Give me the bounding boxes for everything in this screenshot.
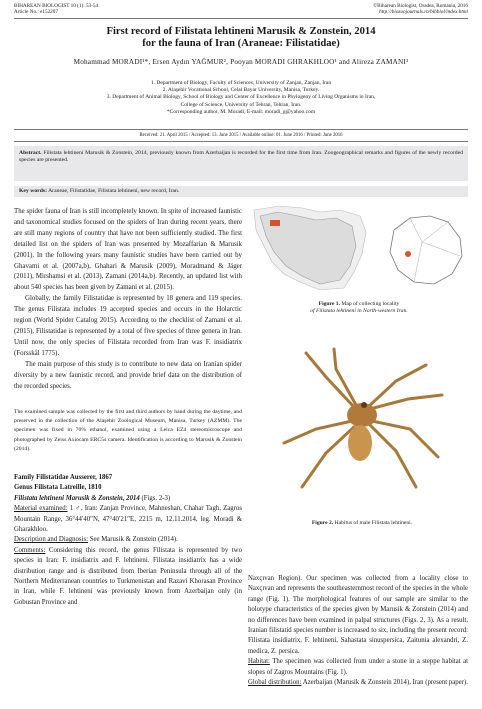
material-text: 1 ♂, Iran: Zanjan Province, Mahneshan, Chahar Tagh, Zagros Mountain Range, 36°44′40″N, 47°40′21″E, 2215 m, 12.11.2014, leg. Moradi & Gharakhloo. [14,505,242,534]
affiliation-1: 1. Department of Biology, Faculty of Sciences, University of Zanjan, Zanjan, Iran [150,80,332,86]
dates-rule-bottom [14,141,468,142]
abstract-label: Abstract. [19,150,42,156]
affiliation-2: 2. Alaşehir Vocational School, Celal Bayar University, Manisa, Turkey. [162,87,320,94]
figure-2-caption [276,520,448,527]
author-list: Mohammad MORADI¹*, Ersen Aydın YAĞMUR², Pooyan MORADI GHRAKHLOO¹ and Alireza ZAMANI³ [73,58,409,66]
affiliations [40,80,442,116]
family-heading: Family Filistatidae Ausserer, 1867 [14,474,113,481]
dates-rule-top [14,129,468,130]
taxonomy-section [14,473,242,608]
global-distribution-text: Azerbaijan (Marusik & Zonstein 2014), Iran (present paper). [301,679,468,687]
abstract [19,150,463,164]
figure-1-caption-line2: of Filistata lehtineni in North-western Iran. [310,308,408,314]
journal-citation: BIHAREAN BIOLOGIST 10 (1): 53-54 [14,3,99,9]
figure-2-label: Figure 2. [311,520,334,526]
figure-2-caption-text: Habitus of male Filistata lehtineni. [333,520,413,526]
spider-abdomen [348,425,372,461]
habitat-label: Habitat: [248,658,270,666]
intro-paragraph-2: Globally, the family Filistatidae is represented by 18 genera and 119 species. The genus Filistata includes 19 accepted species and occurs in the Holarctic region (World Spider Catalog 2015). According to the checklist of Zamani et al. (2015), Filistatidae is represented by a total of five species of three genera in Iran. Until now, the only species of Filistata recorded from Iran was F. insidiatrix (Forsskål 1775). [14,295,242,357]
iran-map-graphic [250,202,468,294]
keywords-label: Key words: [19,188,47,194]
title-line-2: for the fauna of Iran (Araneae: Filistatidae) [142,38,340,50]
spider-photo [276,347,448,509]
zanjan-marker [270,220,280,226]
paper-title [0,26,482,51]
methods-paragraph: The examined sample was collected by the first and third authors by hand during the daytime, and preserved in the collection of the Alaşehir Zoological Museum, Manisa, Turkey (AZMM). The specimen was fixed in 70% ethanol, examined using a Leica EZ4 stereomicroscope and photographed by Zeiss Axiocam ERC5s camera. Identification is according to Marusik & Zonstein (2014). [14,409,242,452]
habitat-text: The specimen was collected from under a stone in a steppe habitat at slopes of Zagros Mountains (Fig. 1). [248,658,468,676]
corresponding-author: *Corresponding author, M. Moradi, E-mail: moradi_g@yahoo.com [166,108,316,115]
species-figs: (Figs. 2-3) [139,494,171,502]
publication-dates: Received: 21. April 2015 / Accepted: 13. June 2015 / Available online: 01. June 2016 / Printed: June 2016 [139,133,343,138]
collecting-locality-dot [405,251,411,257]
copyright-line: ©Biharean Biologist, Oradea, Romania, 2016 [373,3,468,9]
keywords-box [14,186,468,197]
material-label: Material examined: [14,505,68,513]
intro-paragraph-3: The main purpose of this study is to contribute to new data on Iranian spider diversity by a new faunistic record, and provide brief data on the distribution of the recorded species. [14,360,242,390]
figure-1-caption-text: Map of collecting locality [340,301,400,307]
journal-header-left [14,3,98,16]
header-rule [14,18,468,19]
description-text: See Marusik & Zonstein (2014). [88,536,178,544]
article-number: Article No.: e152207 [14,9,58,16]
keywords-text: Araneae, Filistatidae, Filistata lehtineni, new record, Iran. [48,188,180,194]
title-line-1: First record of Filistata lehtineni Marusik & Zonstein, 2014 [106,26,376,37]
affiliation-3: 3. Department of Animal Biology, School of Biology and Center of Excellence in Phylogeny of Living Organisms in Iran, [106,94,376,101]
journal-header-right [373,3,468,16]
figure-1-label: Figure 1. [318,301,340,307]
right-column-text [248,574,468,688]
introduction [14,207,242,392]
description-label: Description and Diagnosis: [14,536,88,544]
journal-url[interactable]: http://biozoojournals.ro/bihbiol/index.html [379,9,468,16]
abstract-text: Filistata lehtineni Marusik & Zonstein, 2014, previously known from Azerbaijan is recorded for the first time from Iran. Zoogeographical remarks and figures of the newly recorded species are presented. [19,150,464,164]
zanjan-province-shape [390,216,462,284]
global-distribution-label: Global distribution: [248,679,302,687]
genus-heading: Genus Filistata Latreille, 1810 [14,484,102,492]
affiliation-3b: College of Science, University of Tehran, Tehran, Iran. [180,101,302,108]
keywords [19,188,179,194]
figure-2-habitus [276,347,448,527]
intro-paragraph-1: The spider fauna of Iran is still incompletely known. In spite of increased faunistic and taxonomical studies focused on the spiders of Iran during recent years, there are still many regions of country that have not been sufficiently studied. The first detailed list on the spiders of Iran was presented by Mozaffarian & Marusik (2001). In the following years many faunistic studies have been carried out by Ghavami et al. (2007a,b), Ghahari & Marusik (2009), Moradmand & Jäger (2011), Mirshamsi et al. (2013), Zamani (2014a,b). Recently, an updated list with about 540 species has been given by Zamani et al. (2015). [14,208,242,292]
figure-1-caption [250,301,468,315]
species-heading: Filistata lehtineni Marusik & Zonstein, 2014 [14,494,140,502]
spider-eyes [361,402,367,408]
comments-label: Comments: [14,546,46,554]
figure-1-map [250,202,468,315]
comments-text: Considering this record, the genus Filistata is represented by two species in Iran: F. insidiatrix and F. lehtineni. Filistata insidiatrix has a wide distribution range and is distributed from Iberian Peninsula through all of the Northern Mediterranean countries to Turkmenistan and Razavi Khorasan Province in Iran, while F. lehtineni was previously known from Azerbaijan only (in Gobustan Province and [14,546,242,606]
abstract-box [14,146,468,181]
continuation-paragraph: Naxçıvan Region). Our specimen was collected from a locality close to Naxçıvan and represents the southeasternmost record of the species in the whole range (Fig. 1). The morphological features of our sample are similar to the holotype characteristics of the species given by Marusik & Zonstein (2014) and no differences have been examined in palpal structures (Figs. 2, 3). As a result, Iranian filistatid species number is increased to six, including the present record: Filistata insidiatrix, F. lehtineni, Sahastata sinuspersica, Zaitunia alexandri, Z. medica, Z. persica. [248,575,468,655]
